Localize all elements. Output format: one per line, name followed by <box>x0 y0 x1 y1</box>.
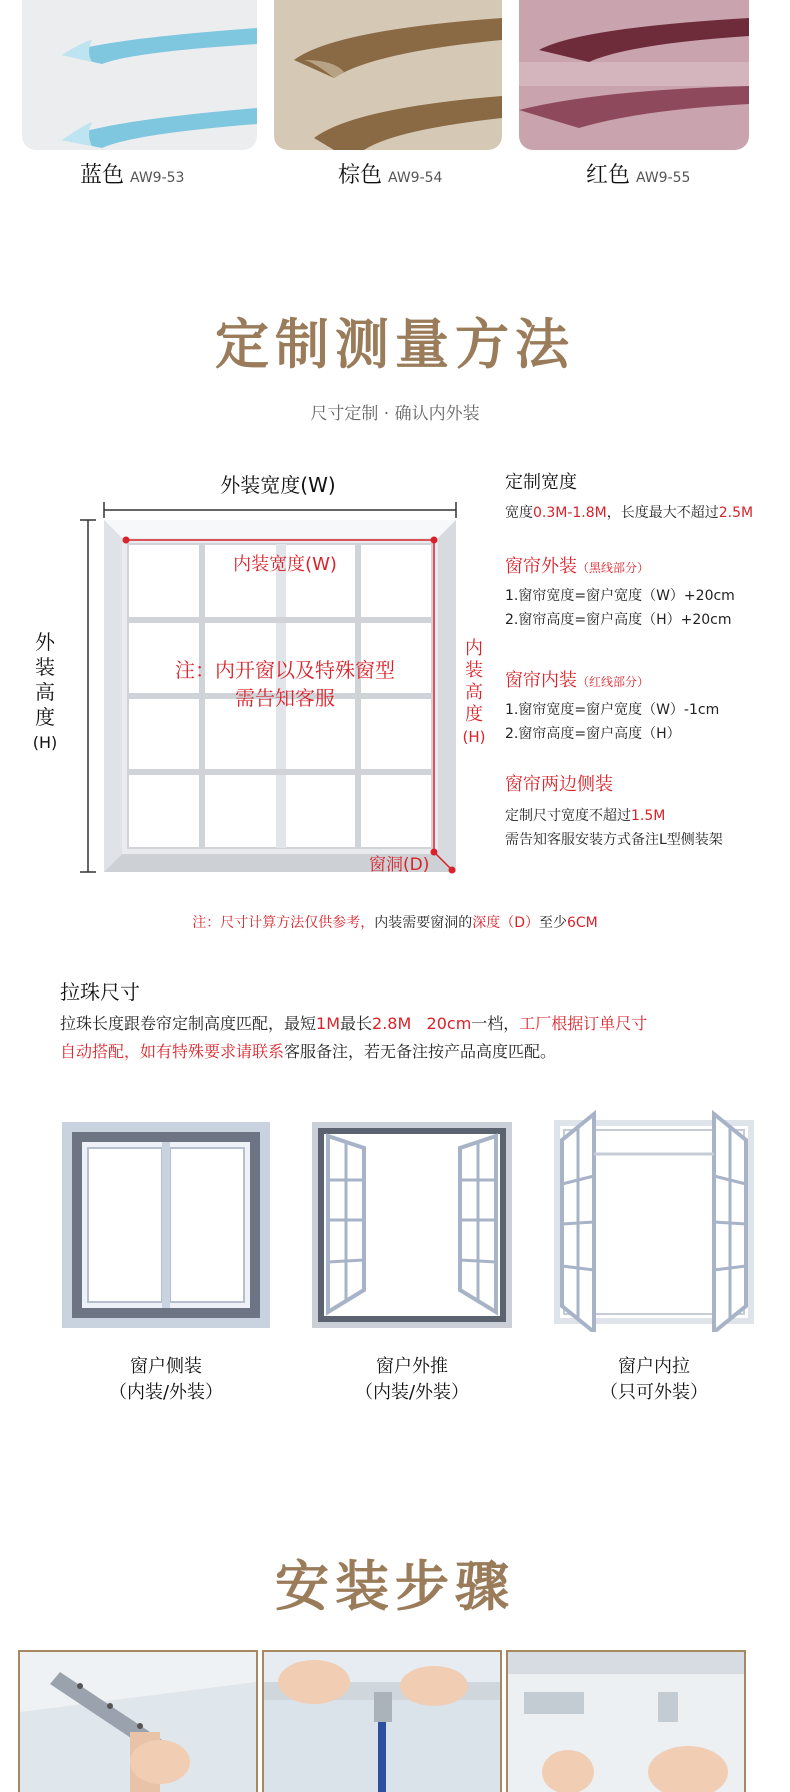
swatch-code: AW9-53 <box>130 170 185 186</box>
width-text: ，长度最大不超过 <box>606 505 719 521</box>
chain-text <box>60 1010 760 1066</box>
width-range: 0.3M-1.8M <box>533 505 607 521</box>
swatch-label-brown <box>338 158 442 189</box>
width-max: 2.5M <box>718 505 754 521</box>
chain-text-part: 客服备注，若无备注按产品高度匹配。 <box>284 1042 557 1061</box>
footnote-text: 内装需要窗洞的 <box>374 915 473 931</box>
side-text: 定制尺寸宽度不超过 <box>505 808 631 824</box>
outer-height-char: 度 <box>35 705 55 729</box>
inner-height-char: 度 <box>465 704 483 725</box>
measure-title: 定制测量方法 <box>215 312 575 376</box>
swatch-red-image <box>519 0 749 150</box>
inner-install-note: （红线部分） <box>577 675 650 689</box>
window-type-name: 窗户外推 <box>376 1356 448 1377</box>
outer-height-char: 高 <box>35 680 55 704</box>
window-side-icon <box>62 1122 270 1332</box>
swatch-name: 棕色 <box>338 163 383 188</box>
inner-height-label <box>460 638 488 748</box>
diagram-note <box>150 656 420 712</box>
window-type-mode: （只可外装） <box>600 1382 708 1403</box>
custom-width-heading: 定制宽度 <box>505 472 577 493</box>
diagram-note-line: 需告知客服 <box>235 686 335 710</box>
swatch-brown-image <box>274 0 502 150</box>
outer-height-char: 装 <box>35 655 55 679</box>
outer-height-label <box>30 630 60 755</box>
inner-width-label: 内装宽度(W) <box>233 554 337 575</box>
chain-title: 拉珠尺寸 <box>60 980 140 1004</box>
swatch-code: AW9-54 <box>388 170 443 186</box>
outer-install-note: （黑线部分） <box>577 561 650 575</box>
window-inward-icon <box>554 1110 754 1336</box>
swatch-name: 红色 <box>586 163 631 188</box>
install-title: 安装步骤 <box>275 1554 515 1618</box>
measure-subtitle: 尺寸定制 · 确认内外装 <box>310 404 480 424</box>
inner-height-char: 高 <box>465 682 483 703</box>
measure-footnote <box>0 912 790 932</box>
window-type-mode: （内装/外装） <box>108 1382 224 1403</box>
outer-height-char: 外 <box>35 630 55 654</box>
inner-height-char: 内 <box>465 638 483 659</box>
window-type-name: 窗户内拉 <box>618 1356 690 1377</box>
install-step-1-image <box>18 1650 258 1792</box>
outer-height-unit: (H) <box>32 733 58 752</box>
inner-height-char: 装 <box>465 660 483 681</box>
inner-install-heading <box>505 666 649 692</box>
chain-min: 1M <box>316 1014 340 1033</box>
inner-install-line-2: 2.窗帘高度=窗户高度（H） <box>505 726 681 742</box>
footnote-min: 6CM <box>567 915 598 931</box>
outer-install-heading <box>505 552 649 578</box>
window-inward-label <box>554 1354 754 1406</box>
inner-install-title: 窗帘内装 <box>505 670 577 691</box>
swatch-label-red <box>586 158 690 189</box>
install-step-2-image <box>262 1650 502 1792</box>
window-side-label <box>62 1354 270 1406</box>
footnote-text: 至少 <box>539 915 567 931</box>
footnote-depth: 深度（D） <box>472 915 539 931</box>
outer-install-line-2: 2.窗帘高度=窗户高度（H）+20cm <box>505 612 732 628</box>
swatch-blue-image <box>22 0 257 150</box>
chain-text-part: 自动搭配，如有特殊要求请联系 <box>60 1042 285 1061</box>
inner-height-unit: (H) <box>462 728 486 746</box>
footnote-text: 注：尺寸计算方法仅供参考， <box>192 915 375 931</box>
inner-install-line-1: 1.窗帘宽度=窗户宽度（W）-1cm <box>505 702 720 718</box>
swatch-code: AW9-55 <box>636 170 691 186</box>
side-install-line-2: 需告知客服安装方式备注L型侧装架 <box>505 832 723 848</box>
chain-text-part: 最长 <box>340 1014 373 1033</box>
side-install-heading: 窗帘两边侧装 <box>505 774 613 795</box>
chain-step: 20cm <box>426 1014 472 1033</box>
swatch-name: 蓝色 <box>80 163 125 188</box>
chain-text-part: 一档， <box>471 1014 520 1033</box>
window-outward-icon <box>312 1122 512 1332</box>
outer-install-line-1: 1.窗帘宽度=窗户宽度（W）+20cm <box>505 588 735 604</box>
depth-label: 窗洞(D) <box>369 855 430 875</box>
chain-text-part: 工厂根据订单尺寸 <box>519 1014 648 1033</box>
chain-text-part: 拉珠长度跟卷帘定制高度匹配，最短 <box>60 1014 317 1033</box>
install-step-3-image <box>506 1650 746 1792</box>
window-outward-label <box>312 1354 512 1406</box>
window-type-mode: （内装/外装） <box>354 1382 470 1403</box>
outer-width-label: 外装宽度(W) <box>220 473 336 497</box>
swatch-label-blue <box>80 158 184 189</box>
outer-install-title: 窗帘外装 <box>505 556 577 577</box>
diagram-note-line: 注：内开窗以及特殊窗型 <box>175 658 395 682</box>
side-install-line-1 <box>505 805 665 825</box>
custom-width-text <box>505 502 753 522</box>
window-type-name: 窗户侧装 <box>130 1356 202 1377</box>
chain-max: 2.8M <box>372 1014 412 1033</box>
width-text: 宽度 <box>505 505 533 521</box>
side-max: 1.5M <box>631 808 666 824</box>
